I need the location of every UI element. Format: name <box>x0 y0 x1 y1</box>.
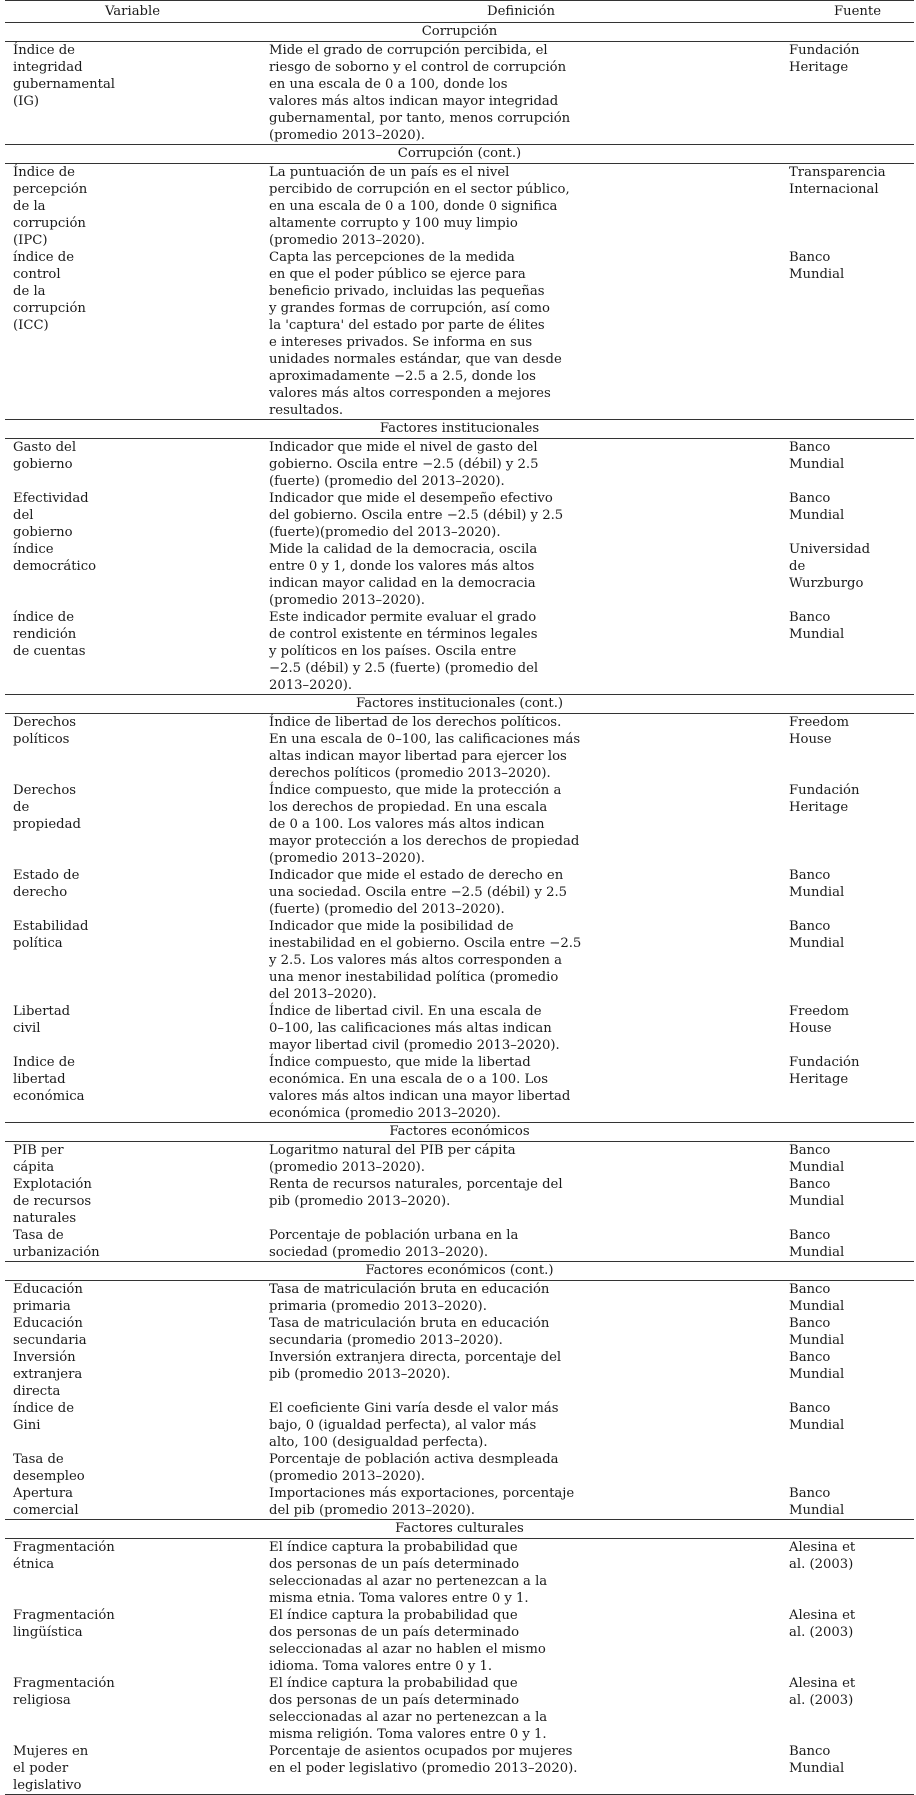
table-row <box>5 1142 914 1177</box>
cell-fuente: Alesina et al. (2003) <box>789 1608 856 1640</box>
cell-definicion: Porcentaje de población activa desmpleada (promedio 2013–2020). <box>269 1452 559 1484</box>
cell-definicion: Indicador que mide la posibilidad de inestabilidad en el gobierno. Oscila entre −2.5 y 2.5. Los valores más altos corresponden a una menor inestabilidad política (promedio del 2013–2020). <box>269 919 582 1002</box>
cell-fuente: Banco Mundial <box>789 919 845 951</box>
section-header <box>5 145 914 164</box>
table-row <box>5 1607 914 1675</box>
cell-variable: índice democrático <box>13 542 97 574</box>
header-definicion: Definición <box>261 1 781 23</box>
cell-definicion: Índice compuesto, que mide la libertad económica. En una escala de o a 100. Los valores más altos indican una mayor libertad económica (promedio 2013–2020). <box>269 1055 571 1121</box>
cell-variable: Explotación de recursos naturales <box>13 1177 92 1226</box>
table-row <box>5 1054 914 1123</box>
table-row <box>5 867 914 918</box>
cell-variable: Fragmentación religiosa <box>13 1676 115 1708</box>
cell-fuente: Banco Mundial <box>789 1228 845 1260</box>
cell-variable: Tasa de desempleo <box>13 1452 85 1484</box>
cell-definicion: Logaritmo natural del PIB per cápita (promedio 2013–2020). <box>269 1143 516 1175</box>
cell-definicion: Este indicador permite evaluar el grado de control existente en términos legales y políticos en los países. Oscila entre −2.5 (débil) y 2.5 (fuerte) (promedio del 2013–2020). <box>269 610 539 693</box>
cell-variable: índice de rendición de cuentas <box>13 610 86 659</box>
section-title: Factores institucionales (cont.) <box>5 695 914 714</box>
cell-fuente: Banco Mundial <box>789 1486 845 1518</box>
cell-fuente: Alesina et al. (2003) <box>789 1540 856 1572</box>
cell-variable: Índice de integridad gubernamental (IG) <box>13 43 116 109</box>
section-header <box>5 1520 914 1539</box>
cell-definicion: La puntuación de un país es el nivel percibido de corrupción en el sector público, en una escala de 0 a 100, donde 0 significa altamente corrupto y 100 muy limpio (promedio 2013–2020). <box>269 165 570 248</box>
table-row <box>5 42 914 145</box>
cell-fuente: Banco Mundial <box>789 250 845 282</box>
cell-variable: Fragmentación étnica <box>13 1540 115 1572</box>
cell-definicion: Mide el grado de corrupción percibida, el riesgo de soborno y el control de corrupción en una escala de 0 a 100, donde los valores más altos indican mayor integridad gubernamental, por tanto, menos corrupción (promedio 2013–2020). <box>269 43 571 143</box>
cell-definicion: Tasa de matriculación bruta en educación secundaria (promedio 2013–2020). <box>269 1316 550 1348</box>
cell-variable: Índice de percepción de la corrupción (IPC) <box>13 165 88 248</box>
cell-variable: Derechos políticos <box>13 715 77 747</box>
cell-definicion: El índice captura la probabilidad que dos personas de un país determinado seleccionadas al azar no pertenezcan a la misma etnia. Toma valores entre 0 y 1. <box>269 1540 548 1606</box>
section-title: Factores económicos (cont.) <box>5 1262 914 1281</box>
cell-variable: índice de control de la corrupción (ICC) <box>13 250 86 333</box>
header-variable: Variable <box>5 1 261 23</box>
table-row <box>5 1675 914 1743</box>
cell-definicion: El índice captura la probabilidad que dos personas de un país determinado seleccionadas al azar no pertenezcan a la misma religión. Toma valores entre 0 y 1. <box>269 1676 548 1742</box>
cell-fuente: Banco Mundial <box>789 440 845 472</box>
section-title: Factores institucionales <box>5 420 914 439</box>
cell-fuente <box>781 1451 914 1485</box>
table-row <box>5 164 914 250</box>
table-row <box>5 541 914 609</box>
table-row <box>5 1349 914 1400</box>
cell-fuente: Banco Mundial <box>789 1350 845 1382</box>
cell-definicion: Capta las percepciones de la medida en que el poder público se ejerce para beneficio privado, incluidas las pequeñas y grandes formas de corrupción, así como la 'captura' del estado por parte de élites e intereses privados. Se informa en sus unidades normales estándar, que van desde aproximadamente −2.5 a 2.5, donde los valores más altos corresponden a mejores resultados. <box>269 250 562 418</box>
section-header <box>5 695 914 714</box>
cell-fuente: Banco Mundial <box>781 1743 914 1795</box>
cell-fuente: Banco Mundial <box>789 1177 845 1209</box>
table-row <box>5 782 914 867</box>
section-header <box>5 420 914 439</box>
cell-fuente: Fundación Heritage <box>789 1055 860 1087</box>
table-row <box>5 1400 914 1451</box>
table-row <box>5 1227 914 1262</box>
cell-fuente: Fundación Heritage <box>789 783 860 815</box>
cell-fuente: Banco Mundial <box>789 1316 845 1348</box>
section-title: Corrupción (cont.) <box>5 145 914 164</box>
cell-fuente: Banco Mundial <box>789 1282 845 1314</box>
cell-fuente: Freedom House <box>789 1004 849 1036</box>
table-row <box>5 918 914 1003</box>
cell-fuente: Banco Mundial <box>789 1401 845 1433</box>
table-row <box>5 1315 914 1349</box>
table-row <box>5 490 914 541</box>
section-header <box>5 23 914 42</box>
table-row <box>5 249 914 420</box>
cell-variable: PIB per cápita <box>13 1143 64 1175</box>
cell-definicion: Índice de libertad de los derechos políticos. En una escala de 0–100, las calificaciones más altas indican mayor libertad para ejercer los derechos políticos (promedio 2013–2020). <box>269 715 581 781</box>
cell-variable: Educación secundaria <box>13 1316 87 1348</box>
cell-fuente: Banco Mundial <box>789 491 845 523</box>
cell-variable: Mujeres en el poder legislativo <box>5 1743 261 1795</box>
cell-definicion: Mide la calidad de la democracia, oscila entre 0 y 1, donde los valores más altos indican mayor calidad en la democracia (promedio 2013–2020). <box>269 542 538 608</box>
variables-table <box>5 0 914 1795</box>
cell-definicion: Porcentaje de población urbana en la sociedad (promedio 2013–2020). <box>269 1228 519 1260</box>
table-row <box>5 1743 914 1795</box>
cell-fuente: Banco Mundial <box>789 1143 845 1175</box>
cell-variable: índice de Gini <box>13 1401 74 1433</box>
table-row <box>5 1451 914 1485</box>
table-row <box>5 714 914 783</box>
table-row <box>5 439 914 491</box>
cell-definicion: El índice captura la probabilidad que dos personas de un país determinado seleccionadas al azar no hablen el mismo idioma. Toma valores entre 0 y 1. <box>269 1608 546 1674</box>
table-row <box>5 1539 914 1608</box>
cell-definicion: Indicador que mide el desempeño efectivo del gobierno. Oscila entre −2.5 (débil) y 2.5 (fuerte)(promedio del 2013–2020). <box>269 491 564 540</box>
cell-fuente: Banco Mundial <box>789 868 845 900</box>
cell-definicion: Porcentaje de asientos ocupados por mujeres en el poder legislativo (promedio 2013–2020). <box>261 1743 781 1795</box>
cell-fuente: Transparencia Internacional <box>789 165 886 197</box>
cell-variable: Indice de libertad económica <box>13 1055 85 1104</box>
cell-variable: Educación primaria <box>13 1282 83 1314</box>
cell-fuente: Universidad de Wurzburgo <box>789 542 871 591</box>
table-row <box>5 1281 914 1316</box>
table-header <box>5 1 914 23</box>
table-row <box>5 1485 914 1520</box>
cell-variable: Gasto del gobierno <box>13 440 77 472</box>
cell-variable: Estado de derecho <box>13 868 80 900</box>
cell-variable: Fragmentación lingüística <box>13 1608 115 1640</box>
section-header <box>5 1123 914 1142</box>
cell-definicion: Tasa de matriculación bruta en educación primaria (promedio 2013–2020). <box>269 1282 550 1314</box>
table-body <box>5 23 914 1795</box>
cell-variable: Derechos de propiedad <box>13 783 81 832</box>
section-title: Factores económicos <box>5 1123 914 1142</box>
table-row <box>5 609 914 695</box>
cell-definicion: Indicador que mide el estado de derecho en una sociedad. Oscila entre −2.5 (débil) y 2.5 (fuerte) (promedio del 2013–2020). <box>269 868 568 917</box>
cell-definicion: Índice de libertad civil. En una escala de 0–100, las calificaciones más altas indican mayor libertad civil (promedio 2013–2020). <box>269 1004 560 1053</box>
section-title: Factores culturales <box>5 1520 914 1539</box>
cell-variable: Inversión extranjera directa <box>13 1350 83 1399</box>
cell-variable: Efectividad del gobierno <box>13 491 89 540</box>
cell-definicion: Índice compuesto, que mide la protección a los derechos de propiedad. En una escala de 0 a 100. Los valores más altos indican mayor protección a los derechos de propiedad (promedio 2013–2020). <box>269 783 580 866</box>
cell-variable: Apertura comercial <box>13 1486 79 1518</box>
header-fuente: Fuente <box>781 1 914 23</box>
section-header <box>5 1262 914 1281</box>
cell-fuente: Fundación Heritage <box>789 43 860 75</box>
cell-variable: Tasa de urbanización <box>13 1228 100 1260</box>
cell-fuente: Banco Mundial <box>789 610 845 642</box>
cell-definicion: Inversión extranjera directa, porcentaje del pib (promedio 2013–2020). <box>269 1350 562 1382</box>
cell-definicion: Indicador que mide el nivel de gasto del gobierno. Oscila entre −2.5 (débil) y 2.5 (fuerte) (promedio del 2013–2020). <box>269 440 539 489</box>
table-row <box>5 1003 914 1054</box>
cell-fuente: Alesina et al. (2003) <box>789 1676 856 1708</box>
section-title: Corrupción <box>5 23 914 42</box>
cell-definicion: Importaciones más exportaciones, porcentaje del pib (promedio 2013–2020). <box>269 1486 575 1518</box>
cell-definicion: Renta de recursos naturales, porcentaje del pib (promedio 2013–2020). <box>269 1177 563 1209</box>
cell-definicion: El coeficiente Gini varía desde el valor más bajo, 0 (igualdad perfecta), al valor más alto, 100 (desigualdad perfecta). <box>269 1401 559 1450</box>
cell-variable: Libertad civil <box>13 1004 71 1036</box>
table-row <box>5 1176 914 1227</box>
cell-fuente: Freedom House <box>789 715 849 747</box>
cell-variable: Estabilidad política <box>13 919 89 951</box>
